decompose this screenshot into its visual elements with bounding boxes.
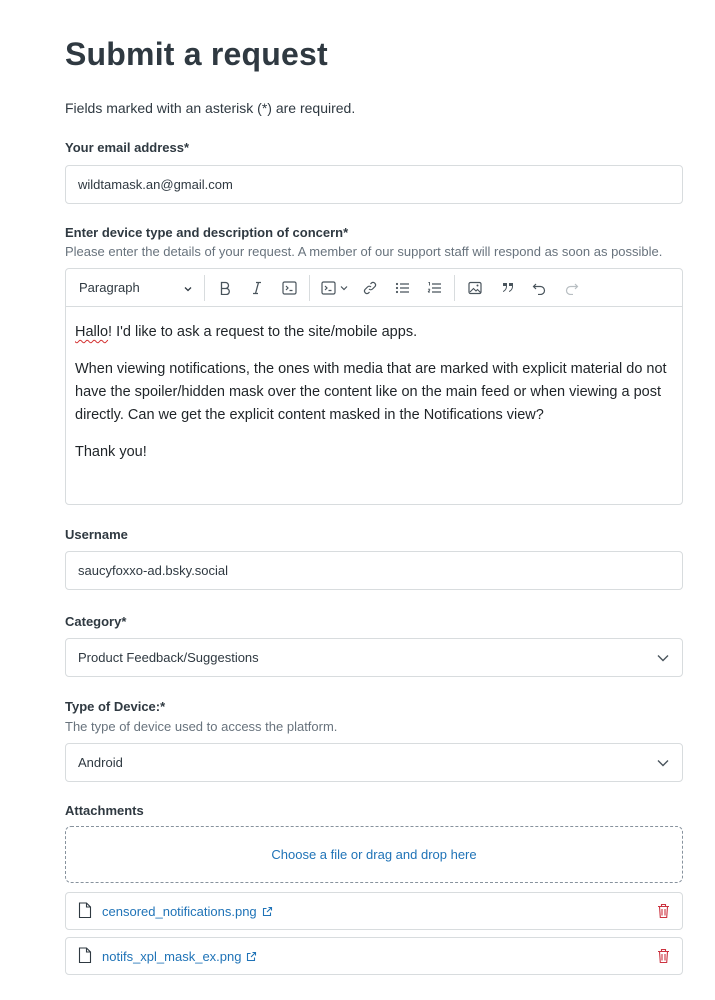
email-field-wrapper [65, 165, 683, 204]
delete-attachment-button[interactable] [657, 948, 670, 964]
device-label: Type of Device:* [65, 699, 166, 714]
trash-icon [657, 948, 670, 964]
trash-icon [657, 903, 670, 919]
attachment-item [65, 892, 683, 930]
editor-paragraph: When viewing notifications, the ones with media that are marked with explicit material do not have the spoiler/hidden mask over the content like on the main feed or when viewing a post directly. Can we get the explicit content masked in the Notifications view? [75, 361, 667, 423]
numbered-list-icon[interactable] [418, 274, 450, 302]
toolbar-divider [309, 275, 310, 301]
category-select[interactable] [65, 638, 683, 677]
category-selected-value: Product Feedback/Suggestions [78, 650, 259, 665]
attachment-link[interactable]: notifs_xpl_mask_ex.png [102, 948, 242, 964]
link-icon[interactable] [354, 274, 386, 302]
paragraph-format-label: Paragraph [79, 280, 140, 295]
external-link-icon [246, 951, 257, 962]
attachments-label: Attachments [65, 803, 144, 818]
description-label: Enter device type and description of concern* [65, 225, 349, 240]
paragraph-format-dropdown[interactable] [72, 274, 200, 302]
required-fields-note: Fields marked with an asterisk (*) are required. [65, 100, 356, 116]
username-field[interactable] [78, 563, 670, 578]
editor-paragraph: Thank you! [75, 444, 147, 460]
chevron-down-icon [340, 285, 348, 291]
toolbar-divider [454, 275, 455, 301]
device-selected-value: Android [78, 755, 123, 770]
external-link-icon [262, 906, 273, 917]
bold-icon[interactable] [209, 274, 241, 302]
italic-icon[interactable] [241, 274, 273, 302]
chevron-down-icon [656, 756, 670, 770]
description-hint: Please enter the details of your request. A member of our support staff will respond as soon as possible. [65, 244, 663, 259]
attachment-link[interactable]: censored_notifications.png [102, 903, 257, 919]
code-block-dropdown[interactable] [314, 274, 354, 302]
misspelled-word: Hallo [75, 324, 109, 340]
editor-paragraph: Hallo! I'd like to ask a request to the site/mobile apps. [75, 324, 418, 340]
username-field-wrapper [65, 551, 683, 590]
file-icon [78, 947, 94, 965]
device-hint: The type of device used to access the platform. [65, 719, 338, 734]
attachment-item [65, 937, 683, 975]
toolbar-divider [204, 275, 205, 301]
description-editor [65, 268, 683, 505]
editor-toolbar [66, 269, 682, 307]
code-block-icon [321, 281, 336, 295]
file-icon [78, 902, 94, 920]
delete-attachment-button[interactable] [657, 903, 670, 919]
category-label: Category* [65, 614, 127, 629]
editor-content[interactable] [66, 307, 682, 464]
redo-icon[interactable] [555, 274, 587, 302]
file-dropzone[interactable] [65, 826, 683, 883]
dropzone-text: Choose a file or drag and drop here [271, 847, 477, 862]
image-icon[interactable] [459, 274, 491, 302]
device-select[interactable] [65, 743, 683, 782]
page-title: Submit a request [65, 36, 328, 72]
email-field[interactable] [78, 177, 670, 192]
username-label: Username [65, 527, 128, 542]
quote-icon[interactable] [491, 274, 523, 302]
chevron-down-icon [184, 280, 192, 295]
code-icon[interactable] [273, 274, 305, 302]
email-label: Your email address* [65, 140, 190, 155]
bulleted-list-icon[interactable] [386, 274, 418, 302]
undo-icon[interactable] [523, 274, 555, 302]
chevron-down-icon [656, 651, 670, 665]
